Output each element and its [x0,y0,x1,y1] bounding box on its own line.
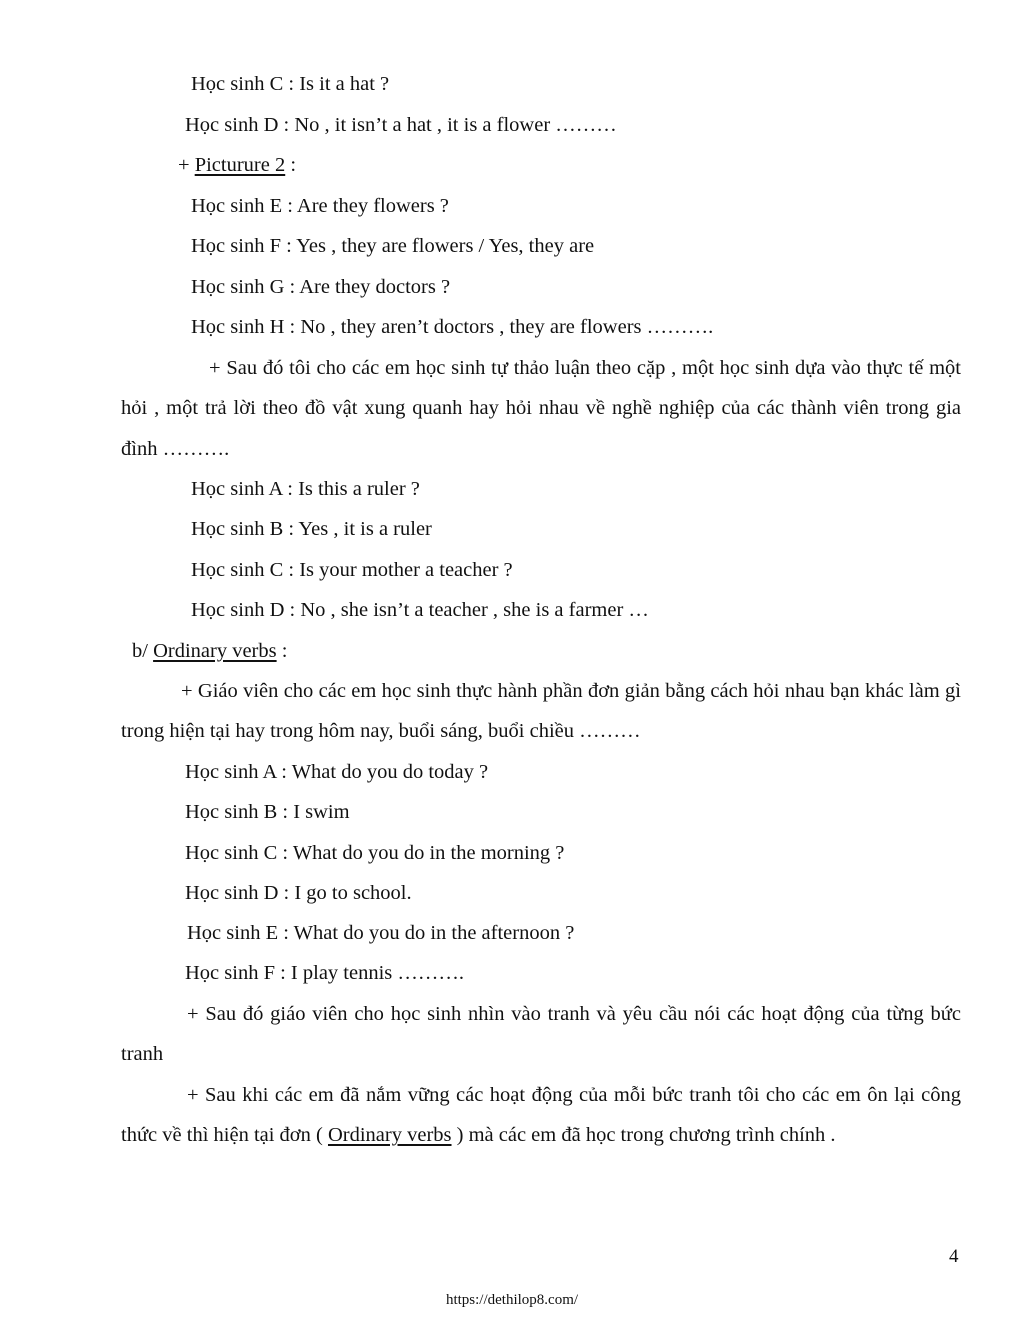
paragraph [121,1075,961,1156]
dialogue-line: Học sinh B : I swim [185,801,350,823]
dialogue-line: Học sinh D : No , she isn’t a teacher , she is a farmer … [191,599,649,621]
picture-heading-prefix: + [178,154,195,176]
dialogue-line: Học sinh B : Yes , it is a ruler [191,518,432,540]
section-heading [132,641,287,662]
dialogue-line: Học sinh C : Is it a hat ? [191,73,390,95]
page-number: 4 [949,1246,959,1267]
dialogue-line: Học sinh E : What do you do in the afternoon ? [187,922,575,944]
section-heading-suffix: : [276,640,288,662]
paragraph-text: + Sau khi các em đã nắm vững các hoạt động của mỗi bức tranh tôi cho các em ôn lại công thức về thì hiện tại đơn ( [121,1084,961,1147]
paragraph: + Giáo viên cho các em học sinh thực hành phần đơn giản bằng cách hỏi nhau bạn khác làm gì trong hiện tại hay trong hôm nay, buổi sáng, buổi chiều ……… [121,680,961,743]
dialogue-line: Học sinh F : I play tennis ………. [185,962,465,984]
footer-url: https://dethilop8.com/ [445,1292,579,1308]
picture-heading [178,155,296,176]
dialogue-line: Học sinh G : Are they doctors ? [191,276,451,298]
section-heading-title: Ordinary verbs [153,640,277,662]
dialogue-line: Học sinh D : I go to school. [185,882,412,904]
paragraph-text: ) mà các em đã học trong chương trình chính . [451,1124,836,1147]
dialogue-line: Học sinh C : What do you do in the morning ? [185,842,565,864]
dialogue-line: Học sinh D : No , it isn’t a hat , it is a flower ……… [185,114,617,136]
dialogue-line: Học sinh H : No , they aren’t doctors , they are flowers ………. [191,316,714,338]
dialogue-line: Học sinh A : What do you do today ? [185,761,489,783]
paragraph: + Sau đó giáo viên cho học sinh nhìn vào tranh và yêu cầu nói các hoạt động của từng bức tranh [121,1003,961,1066]
dialogue-line: Học sinh F : Yes , they are flowers / Yes, they are [191,235,595,257]
picture-heading-title: Picturure 2 [194,154,286,176]
paragraph: + Sau đó tôi cho các em học sinh tự thảo luận theo cặp , một học sinh dựa vào thực tế một hỏi , một trả lời theo đồ vật xung quanh hay hỏi nhau về nghề nghiệp của các thành viên trong gia đình ………. [121,357,961,460]
paragraph-underlined-term: Ordinary verbs [327,1124,452,1147]
dialogue-line: Học sinh A : Is this a ruler ? [191,478,420,500]
section-heading-prefix: b/ [132,640,154,662]
dialogue-line: Học sinh E : Are they flowers ? [191,195,449,217]
picture-heading-suffix: : [285,154,297,176]
dialogue-line: Học sinh C : Is your mother a teacher ? [191,559,513,581]
